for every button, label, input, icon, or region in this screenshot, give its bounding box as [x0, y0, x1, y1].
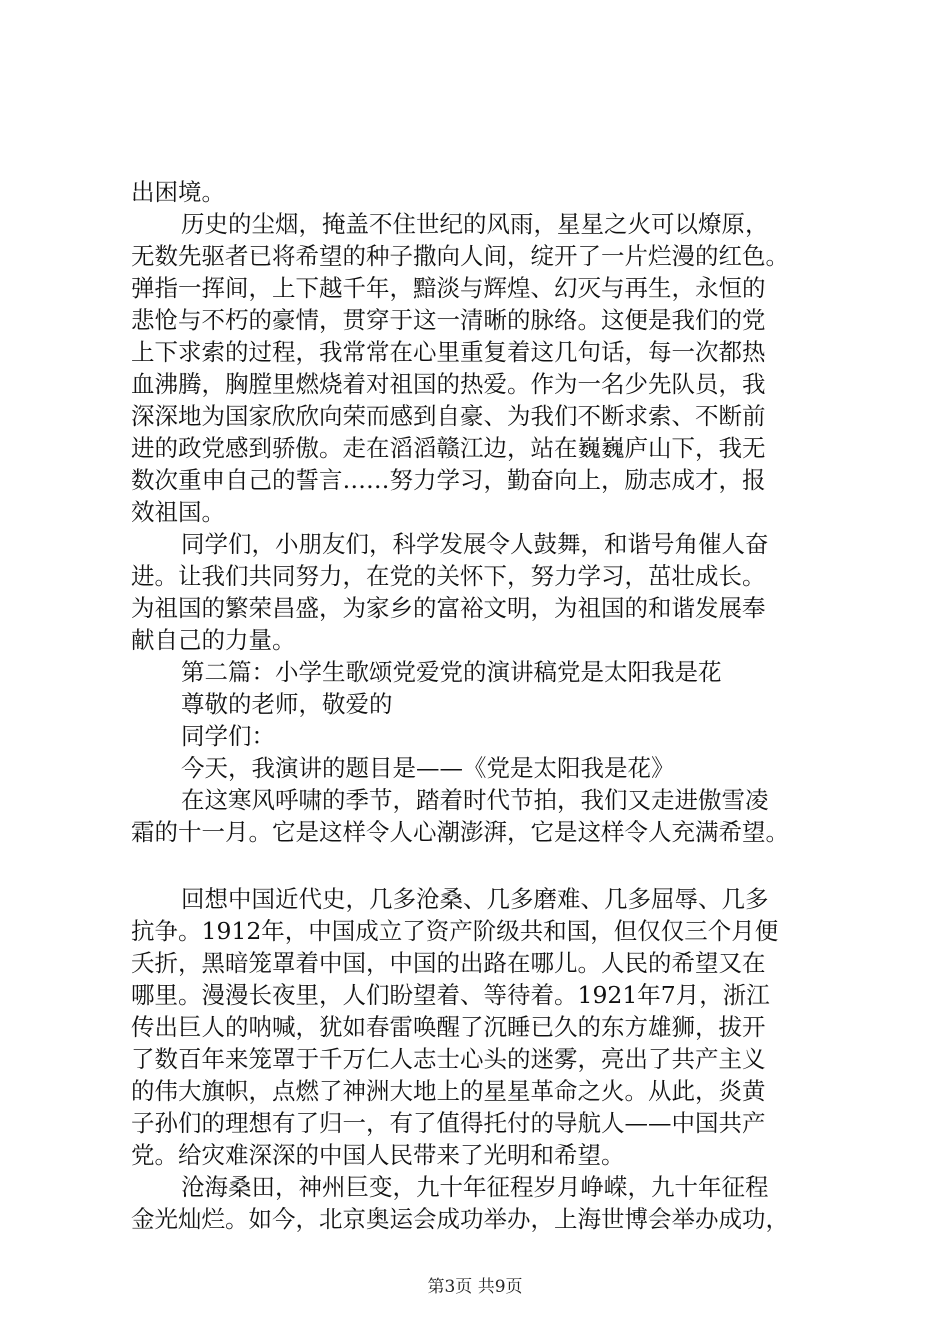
section-heading: 第二篇：小学生歌颂党爱党的演讲稿党是太阳我是花: [181, 658, 722, 686]
document-body: [131, 176, 851, 1235]
text-line: 哪里。漫漫长夜里，人们盼望着、等待着。1921年7月，浙江: [131, 981, 770, 1009]
text-line: 无数先驱者已将希望的种子撒向人间，绽开了一片烂漫的红色。: [131, 242, 789, 270]
text-line: 传出巨人的呐喊，犹如春雷唤醒了沉睡已久的东方雄狮，拔开: [131, 1013, 766, 1041]
text-line: 数次重申自己的誓言……努力学习，勤奋向上，励志成才，报: [131, 466, 766, 494]
text-line: 抗争。1912年，中国成立了资产阶级共和国，但仅仅三个月便: [131, 917, 779, 945]
paragraph-start: 历史的尘烟，掩盖不住世纪的风雨，星星之火可以燎原，: [181, 210, 769, 238]
text-line: 进的政党感到骄傲。走在滔滔赣江边，站在巍巍庐山下，我无: [131, 434, 766, 462]
text-line: 的伟大旗帜，点燃了神洲大地上的星星革命之火。从此，炎黄: [131, 1077, 766, 1105]
text-line: 悲怆与不朽的豪情，贯穿于这一清晰的脉络。这便是我们的党: [131, 306, 766, 334]
text-line: 进。让我们共同努力，在党的关怀下，努力学习，茁壮成长。: [131, 562, 766, 590]
paragraph-start: 同学们，小朋友们，科学发展令人鼓舞，和谐号角催人奋: [181, 530, 769, 558]
paragraph-gap: [131, 848, 851, 883]
paragraph-start: 在这寒风呼啸的季节，踏着时代节拍，我们又走进傲雪凌: [181, 786, 769, 814]
text-line: 上下求索的过程，我常常在心里重复着这几句话，每一次都热: [131, 338, 766, 366]
text-line: 子孙们的理想有了归一，有了值得托付的导航人——中国共产: [131, 1109, 766, 1137]
salutation-line: 尊敬的老师，敬爱的: [181, 690, 393, 718]
paragraph-start: 沧海桑田，神州巨变，九十年征程岁月峥嵘，九十年征程: [181, 1173, 769, 1201]
text-line: 霜的十一月。它是这样令人心潮澎湃，它是这样令人充满希望。: [131, 818, 789, 846]
paragraph-start: 回想中国近代史，几多沧桑、几多磨难、几多屈辱、几多: [181, 885, 769, 913]
salutation-line: 同学们：: [181, 722, 275, 750]
text-line: 血沸腾，胸膛里燃烧着对祖国的热爱。作为一名少先队员，我: [131, 370, 766, 398]
text-line: 夭折，黑暗笼罩着中国，中国的出路在哪儿。人民的希望又在: [131, 949, 766, 977]
page-footer: 第3页 共9页: [427, 1277, 523, 1297]
text-line: 金光灿烂。如今，北京奥运会成功举办，上海世博会举办成功，: [131, 1205, 789, 1233]
text-line: 党。给灾难深深的中国人民带来了光明和希望。: [131, 1141, 625, 1169]
text-line: 献自己的力量。: [131, 626, 296, 654]
text-line: 弹指一挥间，上下越千年，黯淡与辉煌、幻灭与再生，永恒的: [131, 274, 766, 302]
speech-title-line: 今天，我演讲的题目是——《党是太阳我是花》: [181, 754, 675, 782]
text-line: 出困境。: [131, 178, 225, 206]
text-line: 效祖国。: [131, 498, 225, 526]
text-line: 了数百年来笼罩于千万仁人志士心头的迷雾，亮出了共产主义: [131, 1045, 766, 1073]
text-line: 深深地为国家欣欣向荣而感到自豪、为我们不断求索、不断前: [131, 402, 766, 430]
text-line: 为祖国的繁荣昌盛，为家乡的富裕文明，为祖国的和谐发展奉: [131, 594, 766, 622]
